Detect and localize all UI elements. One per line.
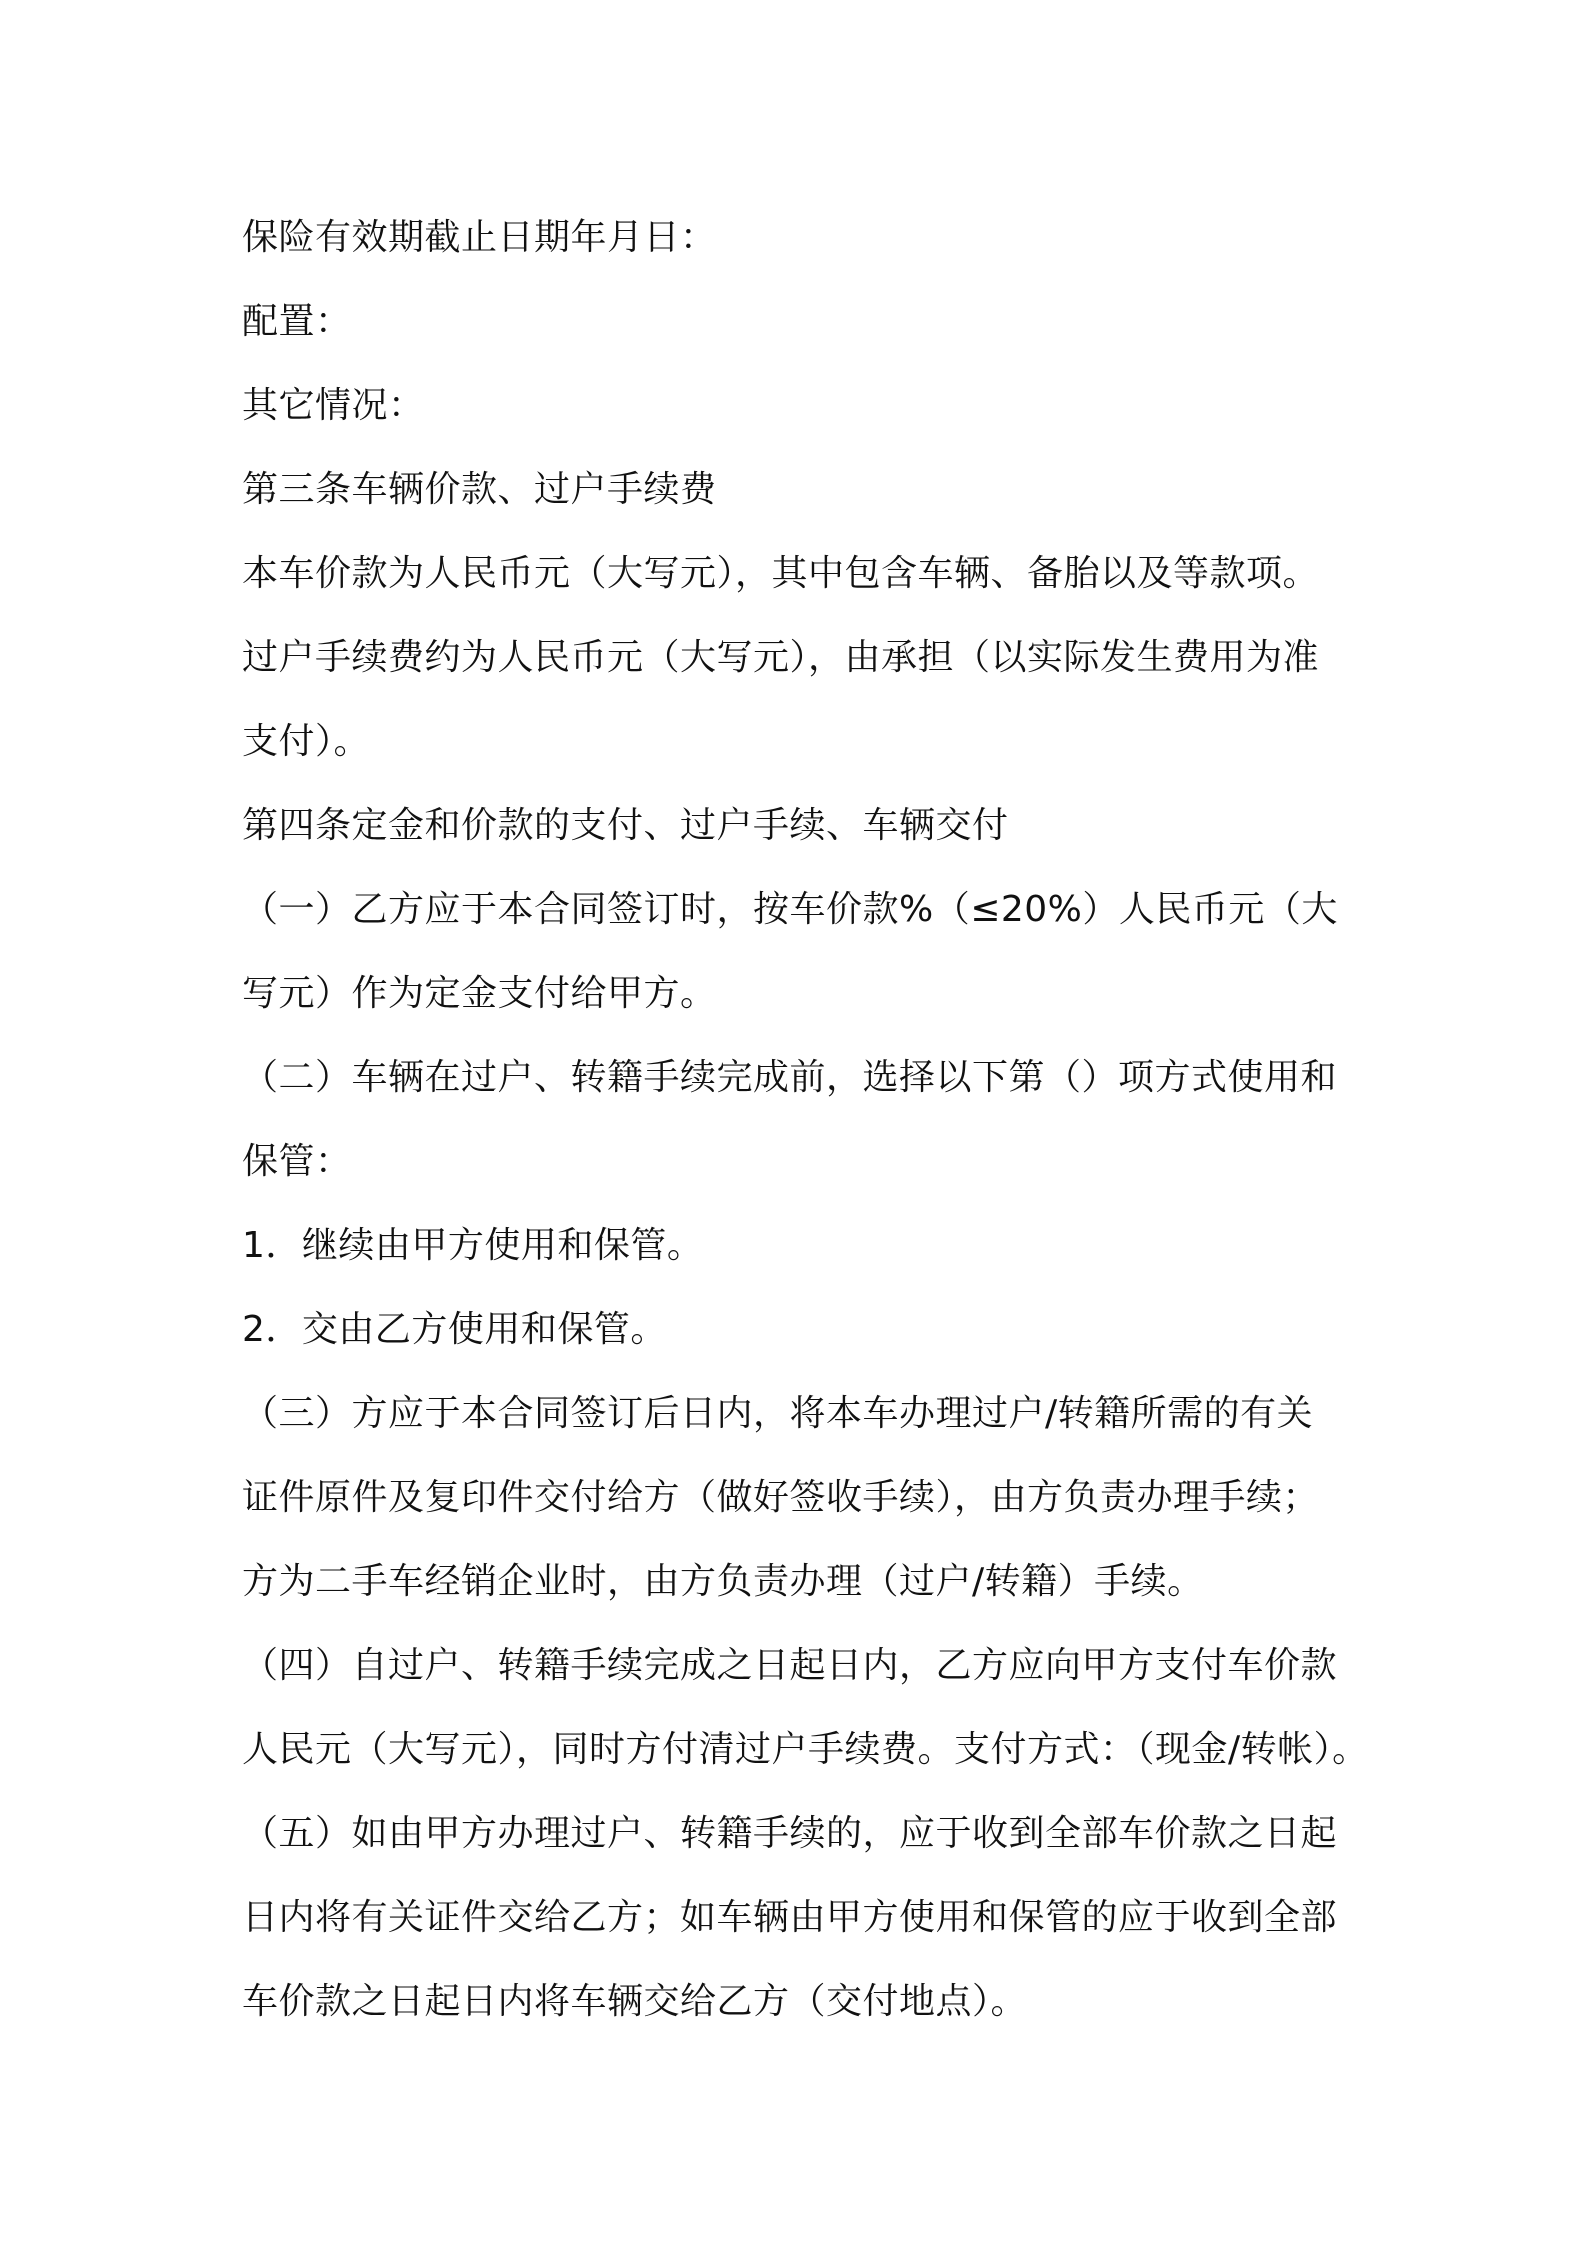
clause-3-line-1: （三）方应于本合同签订后日内，将本车办理过户/转籍所需的有关 xyxy=(242,1393,1314,1434)
clause-5-line-1: （五）如由甲方办理过户、转籍手续的，应于收到全部车价款之日起 xyxy=(242,1813,1338,1854)
clause-3-line-3: 方为二手车经销企业时，由方负责办理（过户/转籍）手续。 xyxy=(242,1561,1204,1602)
clause-5-line-3: 车价款之日起日内将车辆交给乙方（交付地点）。 xyxy=(242,1981,1028,2022)
text-line-other-conditions: 其它情况： xyxy=(242,385,425,426)
option-2-line: 2．交由乙方使用和保管。 xyxy=(242,1309,667,1350)
clause-2-line-1: （二）车辆在过户、转籍手续完成前，选择以下第（）项方式使用和 xyxy=(242,1057,1338,1098)
text-line-insurance-expiry: 保险有效期截止日期年月日： xyxy=(242,217,717,258)
text-line-configuration: 配置： xyxy=(242,301,352,342)
option-1-line: 1．继续由甲方使用和保管。 xyxy=(242,1225,704,1266)
text-line-vehicle-price: 本车价款为人民币元（大写元），其中包含车辆、备胎以及等款项。 xyxy=(242,553,1320,594)
text-line-transfer-fee: 过户手续费约为人民币元（大写元），由承担（以实际发生费用为准 xyxy=(242,637,1320,678)
section-heading-article-4: 第四条定金和价款的支付、过户手续、车辆交付 xyxy=(242,805,1009,846)
clause-2-line-2: 保管： xyxy=(242,1141,352,1182)
clause-1-line-1: （一）乙方应于本合同签订时，按车价款%（≤20%）人民币元（大 xyxy=(242,889,1338,930)
clause-4-line-2: 人民元（大写元），同时方付清过户手续费。支付方式：（现金/转帐）。 xyxy=(242,1729,1369,1770)
section-heading-article-3: 第三条车辆价款、过户手续费 xyxy=(242,469,717,510)
text-line-transfer-fee-cont: 支付）。 xyxy=(242,721,371,762)
document-body xyxy=(242,196,1369,2044)
clause-5-line-2: 日内将有关证件交给乙方；如车辆由甲方使用和保管的应于收到全部 xyxy=(242,1897,1338,1938)
clause-3-line-2: 证件原件及复印件交付给方（做好签收手续），由方负责办理手续； xyxy=(242,1477,1320,1518)
clause-4-line-1: （四）自过户、转籍手续完成之日起日内，乙方应向甲方支付车价款 xyxy=(242,1645,1338,1686)
clause-1-line-2: 写元）作为定金支付给甲方。 xyxy=(242,973,717,1014)
